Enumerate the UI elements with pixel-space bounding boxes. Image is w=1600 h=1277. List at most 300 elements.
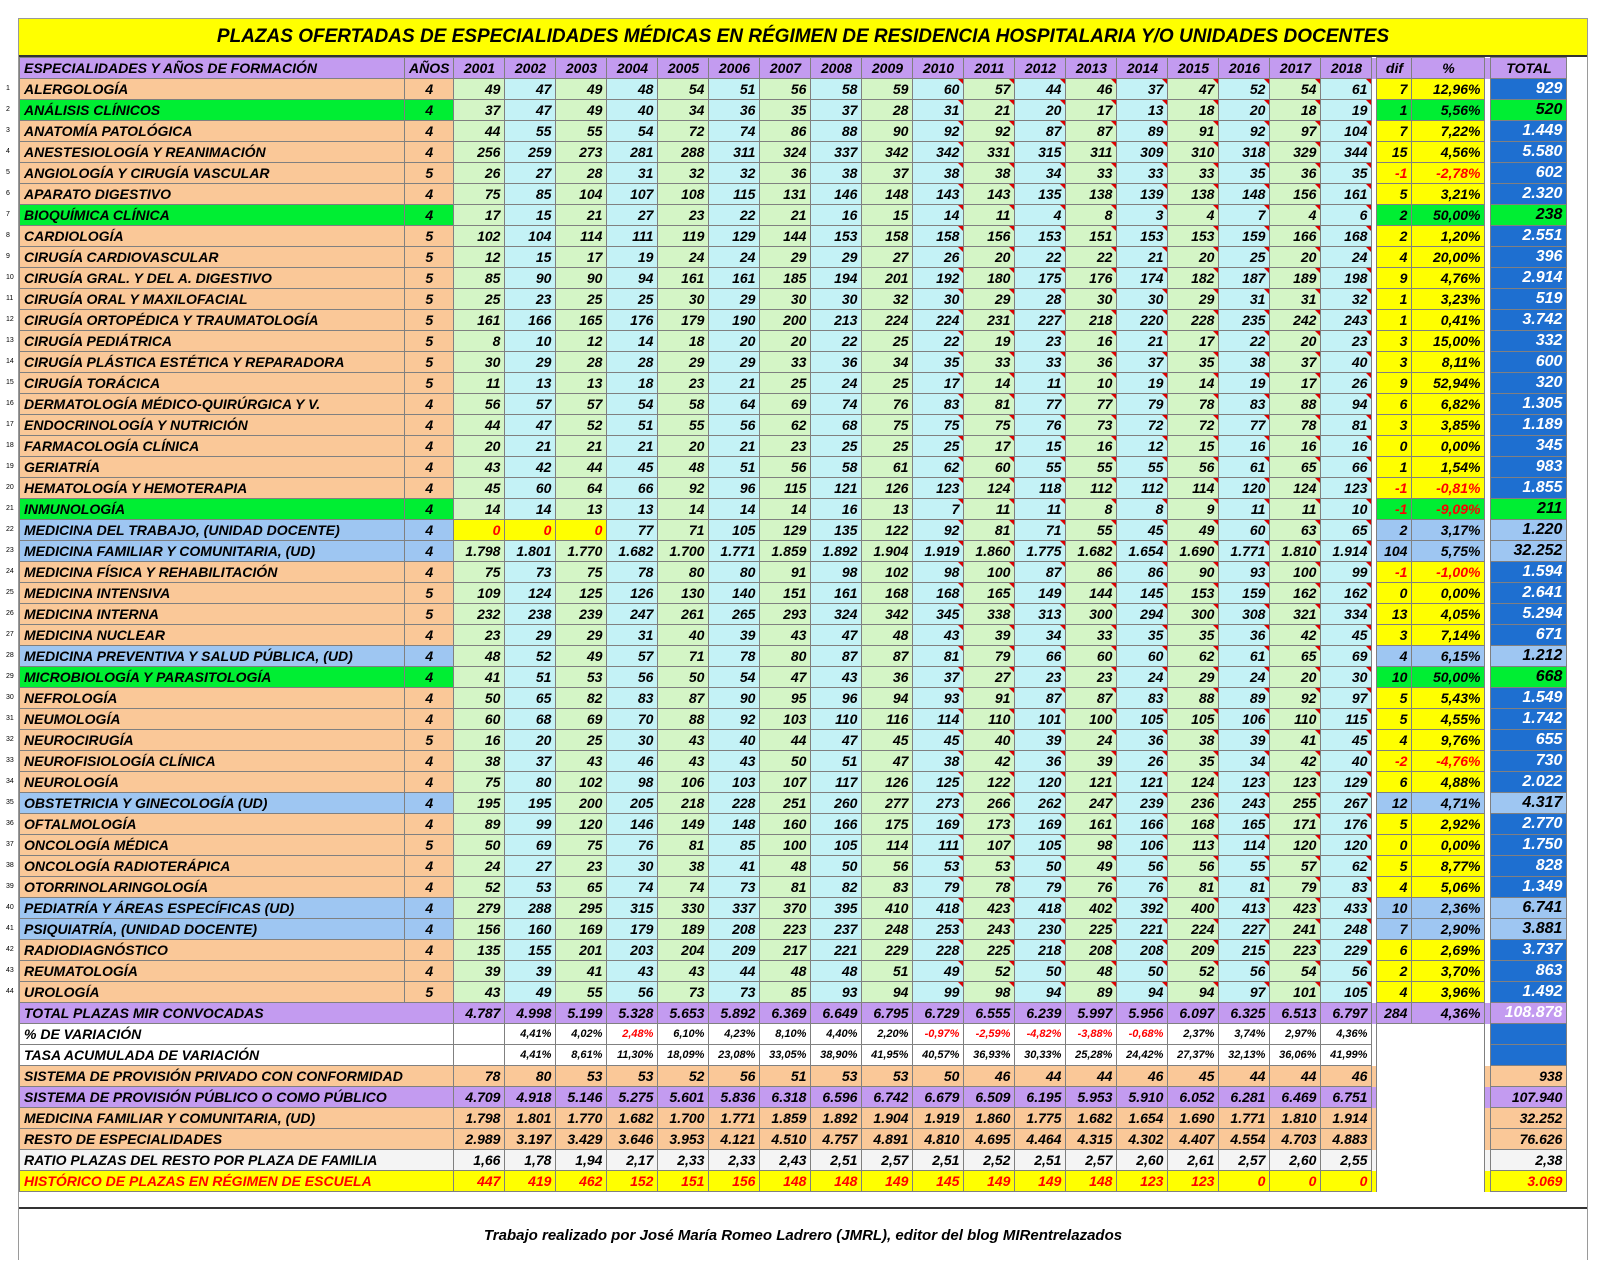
comment-marker [1009, 940, 1014, 945]
blank-cell [1377, 1108, 1412, 1129]
year-value: 248 [1321, 919, 1372, 940]
comment-marker [1009, 79, 1014, 84]
year-value: 25 [760, 373, 811, 394]
summary-value: 1,94 [556, 1150, 607, 1171]
year-value: 58 [811, 79, 862, 100]
year-value: 88 [1168, 688, 1219, 709]
total-value: 1.305 [1491, 394, 1567, 415]
comment-marker [1366, 646, 1371, 651]
year-value: 124 [505, 583, 556, 604]
row-number: 16 [6, 400, 14, 407]
summary-value: 6,10% [658, 1024, 709, 1045]
comment-marker [1264, 877, 1269, 882]
year-value: 225 [1066, 919, 1117, 940]
specialty-name [6, 373, 405, 394]
total-value: 5.580 [1491, 142, 1567, 163]
year-value: 266 [964, 793, 1015, 814]
comment-marker [1366, 940, 1371, 945]
year-value: 73 [658, 982, 709, 1003]
comment-marker [1111, 184, 1116, 189]
year-value: 64 [709, 394, 760, 415]
comment-marker [1162, 520, 1167, 525]
summary-value: 4,41% [505, 1045, 556, 1066]
comment-marker [1060, 499, 1065, 504]
row-number: 32 [6, 736, 14, 743]
year-value: 8 [1117, 499, 1168, 520]
comment-marker [958, 919, 963, 924]
year-value: 81 [658, 835, 709, 856]
table-row [20, 898, 1567, 919]
summary-value: 1.771 [1219, 1108, 1270, 1129]
comment-marker [1213, 100, 1218, 105]
comment-marker [1213, 940, 1218, 945]
year-value: 71 [1015, 520, 1066, 541]
year-value: 89 [454, 814, 505, 835]
row-number: 11 [6, 295, 14, 302]
year-value: 370 [760, 898, 811, 919]
year-value: 44 [1015, 79, 1066, 100]
year-value: 112 [1117, 478, 1168, 499]
year-value: 251 [760, 793, 811, 814]
year-value: 200 [760, 310, 811, 331]
total-value: 2.551 [1491, 226, 1567, 247]
dif-value: 5 [1377, 688, 1412, 709]
summary-value: 1.770 [556, 1108, 607, 1129]
table-row [20, 247, 1567, 268]
year-value: 120 [1219, 478, 1270, 499]
year-value: 54 [607, 394, 658, 415]
year-value: 44 [709, 961, 760, 982]
comment-marker [1264, 478, 1269, 483]
year-value: 21 [505, 436, 556, 457]
row-number: 24 [6, 568, 14, 575]
year-value: 165 [964, 583, 1015, 604]
year-value: 15 [862, 205, 913, 226]
comment-marker [1366, 226, 1371, 231]
year-value: 48 [862, 625, 913, 646]
year-value: 189 [658, 919, 709, 940]
year-value: 30 [607, 856, 658, 877]
year-value: 260 [811, 793, 862, 814]
specialty-name [6, 898, 405, 919]
specialty-label: ONCOLOGÍA MÉDICA [24, 837, 169, 853]
dif-value: 3 [1377, 415, 1412, 436]
year-value: 161 [1066, 814, 1117, 835]
year-value: 129 [709, 226, 760, 247]
year-value: 80 [505, 772, 556, 793]
comment-marker [958, 562, 963, 567]
comment-marker [1162, 142, 1167, 147]
year-value: 52 [1219, 79, 1270, 100]
year-value: 33 [1117, 163, 1168, 184]
total-value: 238 [1491, 205, 1567, 226]
summary-value: 4.407 [1168, 1129, 1219, 1150]
training-years: 4 [405, 814, 454, 835]
year-value: 201 [556, 940, 607, 961]
summary-value: 2,57 [862, 1150, 913, 1171]
blank-cell [1412, 1024, 1485, 1045]
year-value: 69 [760, 394, 811, 415]
specialty-name [6, 730, 405, 751]
year-value: 30 [607, 730, 658, 751]
year-value: 75 [454, 772, 505, 793]
total-value: 863 [1491, 961, 1567, 982]
summary-value: 46 [1117, 1066, 1168, 1087]
comment-marker [1315, 520, 1320, 525]
pct-value: 6,15% [1412, 646, 1485, 667]
comment-marker [1009, 100, 1014, 105]
year-value: 20 [1219, 100, 1270, 121]
year-value: 37 [505, 751, 556, 772]
year-value: 311 [1066, 142, 1117, 163]
summary-value: 5.836 [709, 1087, 760, 1108]
year-value: 36 [760, 163, 811, 184]
summary-value: 2,61 [1168, 1150, 1219, 1171]
year-value: 34 [1015, 163, 1066, 184]
year-value: 36 [709, 100, 760, 121]
year-value: 1.904 [862, 541, 913, 562]
comment-marker [1366, 520, 1371, 525]
summary-value: 4.121 [709, 1129, 760, 1150]
year-value: 329 [1270, 142, 1321, 163]
comment-marker [1009, 226, 1014, 231]
year-value: 85 [760, 982, 811, 1003]
year-value: 75 [913, 415, 964, 436]
comment-marker [1366, 394, 1371, 399]
year-value: 52 [556, 415, 607, 436]
year-value: 51 [607, 415, 658, 436]
year-value: 179 [658, 310, 709, 331]
year-value: 69 [505, 835, 556, 856]
summary-value: 1.798 [454, 1108, 505, 1129]
year-value: 87 [1066, 688, 1117, 709]
summary-value: 462 [556, 1171, 607, 1192]
year-value: 20 [505, 730, 556, 751]
specialty-label: NEFROLOGÍA [24, 690, 118, 706]
summary-label: RATIO PLAZAS DEL RESTO POR PLAZA DE FAMILIA [20, 1150, 454, 1171]
training-years: 5 [405, 604, 454, 625]
blank-cell [1412, 1150, 1485, 1171]
comment-marker [1315, 793, 1320, 798]
table-row [20, 982, 1567, 1003]
header-year: 2010 [913, 58, 964, 79]
summary-value: 30,33% [1015, 1045, 1066, 1066]
year-value: 15 [505, 205, 556, 226]
year-value: 19 [1321, 100, 1372, 121]
total-value: 5.294 [1491, 604, 1567, 625]
pct-value: 0,00% [1412, 835, 1485, 856]
comment-marker [1162, 310, 1167, 315]
table-row [20, 100, 1567, 121]
year-value: 0 [505, 520, 556, 541]
summary-value: 1.810 [1270, 1108, 1321, 1129]
header-year: 2015 [1168, 58, 1219, 79]
year-value: 45 [1117, 520, 1168, 541]
comment-marker [1060, 583, 1065, 588]
year-value: 144 [1066, 583, 1117, 604]
year-value: 126 [607, 583, 658, 604]
summary-value: 156 [709, 1171, 760, 1192]
comment-marker [1111, 268, 1116, 273]
summary-value: 5.146 [556, 1087, 607, 1108]
year-value: 56 [454, 394, 505, 415]
specialty-label: ANESTESIOLOGÍA Y REANIMACIÓN [24, 144, 266, 160]
summary-value: 46 [1321, 1066, 1372, 1087]
comment-marker [1264, 646, 1269, 651]
specialty-name [6, 940, 405, 961]
training-years: 4 [405, 121, 454, 142]
comment-marker [1366, 604, 1371, 609]
summary-value: 1.801 [505, 1108, 556, 1129]
year-value: 114 [1219, 835, 1270, 856]
year-value: 25 [607, 289, 658, 310]
comment-marker [1315, 247, 1320, 252]
year-value: 24 [1066, 730, 1117, 751]
year-value: 45 [862, 730, 913, 751]
pct-value: 8,11% [1412, 352, 1485, 373]
comment-marker [1213, 415, 1218, 420]
table-row [20, 562, 1567, 583]
summary-value: 2,57 [1066, 1150, 1117, 1171]
row-number: 43 [6, 967, 14, 974]
comment-marker [958, 394, 963, 399]
comment-marker [958, 331, 963, 336]
dif-value: 0 [1377, 835, 1412, 856]
year-value: 14 [760, 499, 811, 520]
comment-marker [1315, 877, 1320, 882]
specialty-label: PSIQUIATRÍA, (UNIDAD DOCENTE) [24, 921, 258, 937]
comment-marker [958, 625, 963, 630]
comment-marker [1315, 772, 1320, 777]
dif-value: 4 [1377, 982, 1412, 1003]
year-value: 45 [1321, 625, 1372, 646]
year-value: 98 [607, 772, 658, 793]
year-value: 231 [964, 310, 1015, 331]
year-value: 16 [1219, 436, 1270, 457]
comment-marker [1366, 835, 1371, 840]
comment-marker [1009, 982, 1014, 987]
dif-value: 12 [1377, 793, 1412, 814]
year-value: 169 [1015, 814, 1066, 835]
pct-value: 4,55% [1412, 709, 1485, 730]
specialty-label: MEDICINA DEL TRABAJO, (UNIDAD DOCENTE) [24, 522, 340, 538]
training-years: 4 [405, 184, 454, 205]
comment-marker [1111, 730, 1116, 735]
year-value: 295 [556, 898, 607, 919]
comment-marker [958, 499, 963, 504]
year-value: 277 [862, 793, 913, 814]
summary-value: 5.953 [1066, 1087, 1117, 1108]
comment-marker [1315, 709, 1320, 714]
year-value: 122 [964, 772, 1015, 793]
year-value: 281 [607, 142, 658, 163]
year-value: 74 [607, 877, 658, 898]
comment-marker [1213, 520, 1218, 525]
summary-value: 6.325 [1219, 1003, 1270, 1024]
training-years: 5 [405, 730, 454, 751]
year-value: 217 [760, 940, 811, 961]
comment-marker [1009, 205, 1014, 210]
year-value: 61 [1219, 457, 1270, 478]
comment-marker [1315, 814, 1320, 819]
summary-value: 23,08% [709, 1045, 760, 1066]
table-row [20, 709, 1567, 730]
year-value: 1.860 [964, 541, 1015, 562]
specialty-name [6, 688, 405, 709]
year-value: 33 [1168, 163, 1219, 184]
year-value: 140 [709, 583, 760, 604]
comment-marker [1060, 478, 1065, 483]
year-value: 87 [658, 688, 709, 709]
year-value: 135 [1015, 184, 1066, 205]
year-value: 92 [658, 478, 709, 499]
comment-marker [1366, 499, 1371, 504]
year-value: 229 [862, 940, 913, 961]
comment-marker [1162, 394, 1167, 399]
comment-marker [1366, 163, 1371, 168]
year-value: 115 [1321, 709, 1372, 730]
year-value: 313 [1015, 604, 1066, 625]
comment-marker [1162, 919, 1167, 924]
summary-total: 938 [1491, 1066, 1567, 1087]
comment-marker [1366, 772, 1371, 777]
row-number: 21 [6, 505, 14, 512]
summary-value: 2,33 [658, 1150, 709, 1171]
year-value: 92 [913, 121, 964, 142]
year-value: 63 [1270, 520, 1321, 541]
year-value: 29 [658, 352, 709, 373]
year-value: 218 [658, 793, 709, 814]
year-value: 41 [454, 667, 505, 688]
specialty-label: CIRUGÍA PEDIÁTRICA [24, 333, 173, 349]
year-value: 395 [811, 898, 862, 919]
pct-value: -2,78% [1412, 163, 1485, 184]
pct-value: 3,21% [1412, 184, 1485, 205]
year-value: 60 [505, 478, 556, 499]
year-value: 49 [556, 646, 607, 667]
table-row [20, 457, 1567, 478]
table-row [20, 583, 1567, 604]
year-value: 87 [862, 646, 913, 667]
comment-marker [1366, 457, 1371, 462]
training-years: 4 [405, 856, 454, 877]
year-value: 61 [1219, 646, 1270, 667]
comment-marker [1264, 310, 1269, 315]
year-value: 43 [454, 457, 505, 478]
year-value: 20 [1015, 100, 1066, 121]
pct-value: 4,56% [1412, 142, 1485, 163]
year-value: 8 [1066, 205, 1117, 226]
year-value: 37 [913, 667, 964, 688]
total-value: 32.252 [1491, 541, 1567, 562]
year-value: 160 [505, 919, 556, 940]
year-value: 97 [1270, 121, 1321, 142]
year-value: 25 [913, 436, 964, 457]
summary-value: 6.797 [1321, 1003, 1372, 1024]
year-value: 23 [454, 625, 505, 646]
comment-marker [1162, 352, 1167, 357]
comment-marker [1060, 919, 1065, 924]
row-number: 3 [6, 127, 10, 134]
summary-value: 4.810 [913, 1129, 964, 1150]
comment-marker [1162, 688, 1167, 693]
summary-value: 2,51 [913, 1150, 964, 1171]
comment-marker [1315, 856, 1320, 861]
year-value: 161 [811, 583, 862, 604]
year-value: 107 [760, 772, 811, 793]
training-years: 5 [405, 352, 454, 373]
comment-marker [1213, 457, 1218, 462]
summary-value: 4,02% [556, 1024, 607, 1045]
comment-marker [1009, 331, 1014, 336]
row-number: 12 [6, 316, 14, 323]
year-value: 1.771 [709, 541, 760, 562]
year-value: 90 [862, 121, 913, 142]
year-value: 80 [760, 646, 811, 667]
year-value: 22 [1219, 331, 1270, 352]
comment-marker [1213, 793, 1218, 798]
comment-marker [1366, 814, 1371, 819]
specialty-name [6, 625, 405, 646]
comment-marker [1060, 856, 1065, 861]
year-value: 6 [1321, 205, 1372, 226]
comment-marker [1162, 184, 1167, 189]
year-value: 161 [1321, 184, 1372, 205]
training-years: 4 [405, 919, 454, 940]
year-value: 345 [913, 604, 964, 625]
year-value: 75 [454, 184, 505, 205]
comment-marker [1111, 226, 1116, 231]
year-value: 123 [1321, 478, 1372, 499]
year-value: 1.914 [1321, 541, 1372, 562]
dif-value: 0 [1377, 436, 1412, 457]
comment-marker [958, 478, 963, 483]
year-value: 160 [760, 814, 811, 835]
year-value: 65 [505, 688, 556, 709]
year-value: 91 [760, 562, 811, 583]
year-value: 13 [862, 499, 913, 520]
dif-value: 6 [1377, 394, 1412, 415]
comment-marker [1009, 898, 1014, 903]
comment-marker [1060, 751, 1065, 756]
specialty-name [6, 982, 405, 1003]
year-value: 75 [454, 562, 505, 583]
year-value: 25 [862, 331, 913, 352]
row-number: 6 [6, 190, 10, 197]
year-value: 135 [454, 940, 505, 961]
comment-marker [1111, 100, 1116, 105]
comment-marker [958, 121, 963, 126]
total-value: 929 [1491, 79, 1567, 100]
comment-marker [1111, 940, 1116, 945]
year-value: 28 [607, 352, 658, 373]
summary-value: 1.771 [709, 1108, 760, 1129]
specialty-label: DERMATOLOGÍA MÉDICO-QUIRÚRGICA Y V. [24, 396, 321, 412]
year-value: 55 [556, 982, 607, 1003]
row-number: 1 [6, 85, 10, 92]
year-value: 81 [1168, 877, 1219, 898]
comment-marker [1162, 205, 1167, 210]
comment-marker [1366, 898, 1371, 903]
year-value: 33 [1066, 163, 1117, 184]
comment-marker [1060, 226, 1065, 231]
year-value: 195 [505, 793, 556, 814]
pct-value: 50,00% [1412, 205, 1485, 226]
year-value: 225 [964, 940, 1015, 961]
year-value: 107 [964, 835, 1015, 856]
summary-value: 123 [1168, 1171, 1219, 1192]
year-value: 125 [913, 772, 964, 793]
